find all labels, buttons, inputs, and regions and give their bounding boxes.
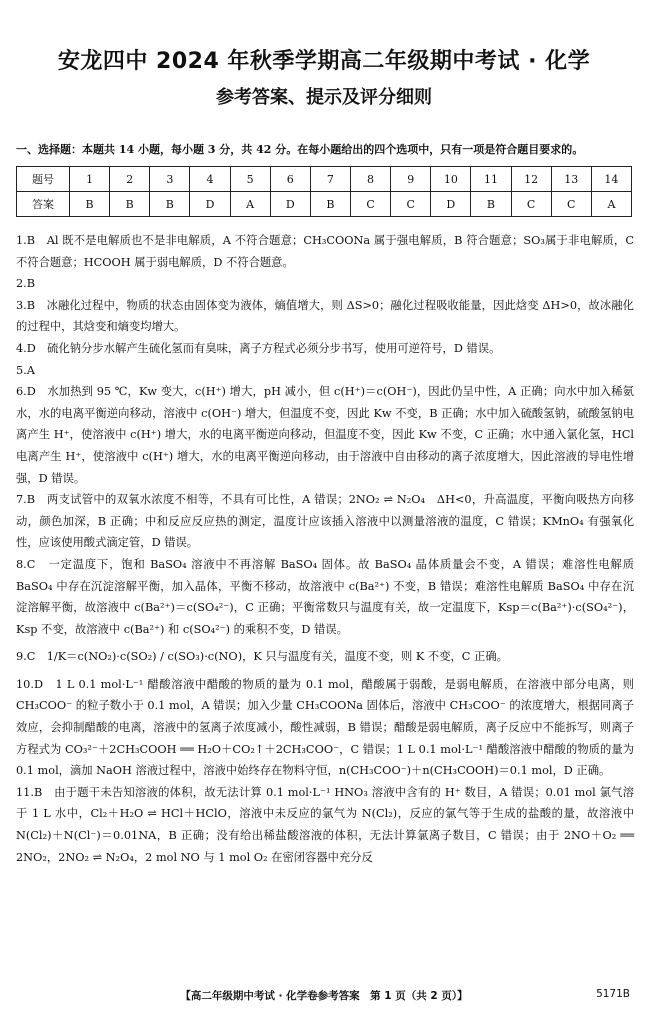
explanation-item: [16, 360, 634, 382]
answer-cell: C: [551, 192, 591, 217]
answer-row: [17, 192, 632, 217]
explanation-item: [16, 381, 634, 489]
item-text: 1 L 0.1 mol·L⁻¹ 醋酸溶液中醋酸的物质的量为 0.1 mol，醋酸属于弱酸，是弱电解质，在溶液中部分电离，则 CH₃COO⁻ 的粒子数小于 0.1 mol，A 错误；加入少量 CH₃COONa 固体后，溶液中 CH₃COO⁻ 的浓度增大，根据同离子效应，会抑制醋酸的电离，溶液中的氢离子浓度减小，酸性减弱，B 错误；醋酸是弱电解质，离子反应中不能拆写，则离子方程式为 CO₃²⁻＋2CH₃COOH ══ H₂O＋CO₂↑＋2CH₃COO⁻，C 错误；1 L 0.1 mol·L⁻¹ 醋酸溶液中醋酸的物质的量为 0.1 mol，滴加 NaOH 溶液过程中，溶液中始终存在物料守恒，n(CH₃COO⁻)＋n(CH₃COOH)＝0.1 mol，D 正确。: [16, 677, 634, 778]
answer-cell: B: [70, 192, 110, 217]
item-text: 硫化钠分步水解产生硫化氢而有臭味，离子方程式必须分步书写，使用可逆符号，D 错误。: [47, 341, 501, 355]
item-number: 7.B: [16, 493, 36, 507]
question-number-cell: 13: [551, 167, 591, 192]
explanation-item: [16, 338, 634, 360]
row-label-question-number: 题号: [17, 167, 70, 192]
item-text: 水加热到 95 ℃，Kw 变大，c(H⁺) 增大，pH 减小，但 c(H⁺)＝c(OH⁻)，因此仍呈中性，A 正确；向水中加入稀氨水，水的电离平衡逆向移动，溶液中 c(OH⁻) 增大，但温度不变，因此 Kw 不变，B 正确；水中加入硫酸氢钠，硫酸氢钠电离产生 H⁺，使溶液中 c(H⁺) 增大，水的电离平衡逆向移动，但温度不变，因此 Kw 不变，C 正确；水中通入氯化氢，HCl 电离产生 H⁺，使溶液中 c(H⁺) 增大，水的电离平衡逆向移动，由于溶液中自由移动的离子浓度增大，因此溶液的导电性增强，D 错误。: [16, 385, 634, 485]
explanation-item: [16, 489, 634, 554]
answer-cell: D: [190, 192, 230, 217]
question-number-cell: 5: [230, 167, 270, 192]
question-number-cell: 12: [511, 167, 551, 192]
item-number: 1.B: [16, 234, 36, 247]
explanation-list: [16, 230, 634, 868]
item-text: Al 既不是电解质也不是非电解质，A 不符合题意；CH₃COONa 属于强电解质，B 符合题意；SO₃属于非电解质，C 不符合题意；HCOOH 属于弱电解质，D 不符合题意。: [16, 234, 634, 269]
item-number: 11.B: [16, 785, 43, 799]
document-title: 安龙四中 2024 年秋季学期高二年级期中考试 · 化学: [57, 49, 591, 74]
item-number: 9.C: [16, 650, 36, 664]
question-number-cell: 3: [150, 167, 190, 192]
item-number: 3.B: [16, 298, 36, 312]
question-number-cell: 14: [591, 167, 631, 192]
explanation-item: [16, 295, 634, 338]
answer-cell: B: [110, 192, 150, 217]
question-number-cell: 4: [190, 167, 230, 192]
item-text: 冰融化过程中，物质的状态由固体变为液体，熵值增大，则 ΔS>0；融化过程吸收能量，因此焓变 ΔH>0，故冰融化的过程中，其焓变和熵变均增大。: [16, 298, 634, 334]
item-number: 4.D: [16, 341, 36, 355]
item-text: 两支试管中的双氧水浓度不相等，不具有可比性，A 错误；2NO₂ ⇌ N₂O₄ ΔH<0，升高温度，平衡向吸热方向移动，颜色加深，B 正确；中和反应反应热的测定，温度计应该插入溶液中以测量溶液的温度，C 错误；KMnO₄ 有强氧化性，应该使用酸式滴定管，D 错误。: [16, 493, 634, 550]
explanation-item: [16, 230, 634, 273]
item-number: 5.A: [16, 363, 35, 377]
answer-cell: B: [471, 192, 511, 217]
answer-key-table: [16, 166, 632, 217]
answer-cell: C: [511, 192, 551, 217]
answer-cell: C: [391, 192, 431, 217]
item-number: 6.D: [16, 385, 36, 399]
question-number-cell: 11: [471, 167, 511, 192]
explanation-item: [16, 646, 634, 668]
explanation-item: [16, 273, 634, 295]
question-number-cell: 7: [310, 167, 350, 192]
answer-cell: D: [270, 192, 310, 217]
answer-cell: B: [310, 192, 350, 217]
item-number: 10.D: [16, 677, 44, 691]
row-label-answer: 答案: [17, 192, 70, 217]
item-text: 1/K＝c(NO₂)·c(SO₂) / c(SO₃)·c(NO)，K 只与温度有关，温度不变，则 K 不变，C 正确。: [46, 650, 508, 664]
explanation-item: [16, 782, 634, 868]
question-number-cell: 9: [391, 167, 431, 192]
answer-cell: B: [150, 192, 190, 217]
item-text: 一定温度下，饱和 BaSO₄ 溶液中不再溶解 BaSO₄ 固体。故 BaSO₄ 晶体质量会不变，A 错误；难溶性电解质 BaSO₄ 中存在沉淀溶解平衡，加入晶体，平衡不移动，故溶液中 c(Ba²⁺) 不变，B 错误；难溶性电解质 BaSO₄ 中存在沉淀溶解平衡，故溶液中 c(Ba²⁺)＝c(SO₄²⁻)，C 正确；平衡常数只与温度有关，故一定温度下，Ksp＝c(Ba²⁺)·c(SO₄²⁻)，Ksp 不变，故溶液中 c(Ba²⁺) 和 c(SO₄²⁻) 的乘积不变，D 错误。: [16, 557, 634, 636]
section-heading: 一、选择题：本题共 14 小题，每小题 3 分，共 42 分。在每小题给出的四个选项中，只有一项是符合题目要求的。: [16, 143, 584, 156]
answer-cell: A: [230, 192, 270, 217]
explanation-item: [16, 674, 634, 782]
document-subtitle: 参考答案、提示及评分细则: [216, 87, 432, 108]
page-footer: 【高二年级期中考试 · 化学卷参考答案 第 1 页（共 2 页）】: [180, 990, 468, 1002]
question-number-cell: 10: [431, 167, 471, 192]
document-code: 5171B: [596, 988, 630, 1000]
question-number-cell: 1: [70, 167, 110, 192]
answer-cell: D: [431, 192, 471, 217]
explanation-item: [16, 554, 634, 640]
question-number-cell: 2: [110, 167, 150, 192]
answer-cell: A: [591, 192, 631, 217]
question-number-cell: 8: [350, 167, 390, 192]
question-number-row: [17, 167, 632, 192]
item-number: 8.C: [16, 557, 36, 571]
item-number: 2.B: [16, 277, 36, 291]
question-number-cell: 6: [270, 167, 310, 192]
answer-cell: C: [350, 192, 390, 217]
item-text: 由于题干未告知溶液的体积，故无法计算 0.1 mol·L⁻¹ HNO₃ 溶液中含有的 H⁺ 数目，A 错误；0.01 mol 氯气溶于 1 L 水中，Cl₂＋H₂O ⇌ HCl＋HClO，溶液中未反应的氯气为 N(Cl₂)，反应的氯气等于生成的盐酸的量，故溶液中 N(Cl₂)＋N(Cl⁻)＝0.01NA，B 正确；没有给出稀盐酸溶液的体积，无法计算氯离子数目，C 错误；由于 2NO＋O₂ ══ 2NO₂，2NO₂ ⇌ N₂O₄，2 mol NO 与 1 mol O₂ 在密闭容器中充分反: [16, 785, 634, 864]
